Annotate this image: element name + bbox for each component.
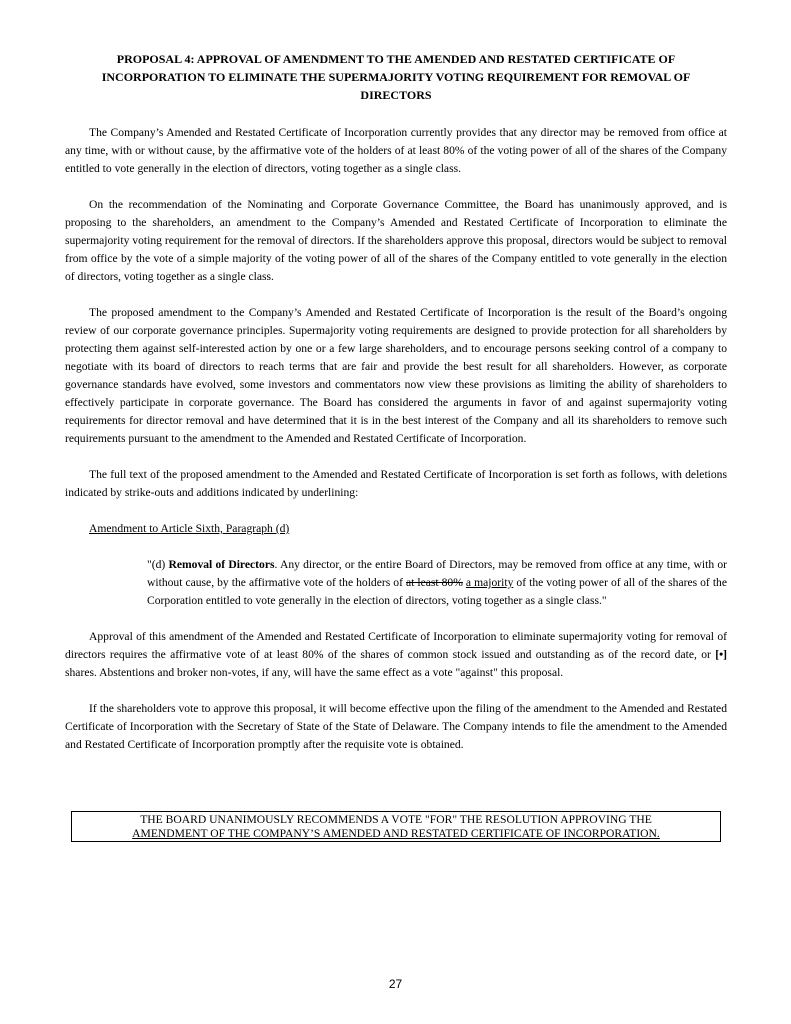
paragraph-approval-vote <box>65 628 727 682</box>
recommendation-line-1: THE BOARD UNANIMOUSLY RECOMMENDS A VOTE "FOR" THE RESOLUTION APPROVING THE <box>140 813 652 826</box>
paragraph-effective: If the shareholders vote to approve this proposal, it will become effective upon the filing of the amendment to the Amended and Restated Certificate of Incorporation with the Secretary of State of the State of Delaware. The Company intends to file the amendment to the Amended and Restated Certificate of Incorporation promptly after the requisite vote is obtained. <box>65 702 727 751</box>
paragraph-full-text-intro: The full text of the proposed amendment to the Amended and Restated Certificate of Incorporation is set forth as follows, with deletions indicated by strike-outs and additions indicated by underlining: <box>65 468 727 499</box>
recommendation-box <box>71 811 721 842</box>
proposal-title: PROPOSAL 4: APPROVAL OF AMENDMENT TO THE AMENDED AND RESTATED CERTIFICATE OF INCORPORATION TO ELIMINATE THE SUPERMAJORITY VOTING REQUIREMENT FOR REMOVAL OF DIRECTORS <box>101 52 691 102</box>
quote-prefix: "(d) <box>147 558 169 571</box>
quote-deleted-text: at least 80% <box>405 576 463 589</box>
document-body <box>65 50 727 772</box>
recommendation-line-2: AMENDMENT OF THE COMPANY’S AMENDED AND RESTATED CERTIFICATE OF INCORPORATION. <box>132 827 660 840</box>
paragraph-board-recommendation: On the recommendation of the Nominating and Corporate Governance Committee, the Board has unanimously approved, and is proposing to the shareholders, an amendment to the Company’s Amended and Restated Certificate of Incorporation to eliminate the supermajority voting requirement for the removal of directors. If the shareholders approve this proposal, directors would be subject to removal from office by the vote of a simple majority of the voting power of all of the shares of the Company entitled to vote generally in the election of directors, voting together as a single class. <box>65 198 727 283</box>
quote-added-text: a majority <box>465 576 514 589</box>
approval-text-after: shares. Abstentions and broker non-votes, if any, will have the same effect as a vote "against" this proposal. <box>65 666 564 679</box>
approval-placeholder: [•] <box>715 648 727 661</box>
quote-text-before: . Any director, or the entire Board of Directors, may be removed from office at any time, with or without cause, by the affirmative vote of the holders of <box>147 558 727 589</box>
paragraph-rationale: The proposed amendment to the Company’s Amended and Restated Certificate of Incorporation is the result of the Board’s ongoing review of our corporate governance principles. Supermajority voting requirements are designed to provide protection for all shareholders by protecting them against self-interested action by one or a few large shareholders, and to encourage persons seeking control of a company to negotiate with its board of directors to reach terms that are fair and provide the best result for all shareholders. However, as corporate governance standards have evolved, some investors and commentators now view these provisions as limiting the ability of shareholders to effectively participate in corporate governance. The Board has considered the arguments in favor of and against supermajority voting requirements for director removal and have determined that it is in the best interest of the Company and all its shareholders to remove such requirements pursuant to the amendment to the Amended and Restated Certificate of Incorporation. <box>65 306 727 445</box>
amendment-quote <box>147 556 727 610</box>
paragraph-current-provision: The Company’s Amended and Restated Certificate of Incorporation currently provides that any director may be removed from office at any time, with or without cause, by the affirmative vote of the holders of at least 80% of the voting power of all of the shares of the Company entitled to vote generally in the election of directors, voting together as a single class. <box>65 126 727 175</box>
approval-text-before: Approval of this amendment of the Amended and Restated Certificate of Incorporation to eliminate supermajority voting for removal of directors requires the affirmative vote of at least 80% of the shares of common stock issued and outstanding as of the record date, or <box>65 630 727 661</box>
quote-text-after: of the voting power of all of the shares of the Corporation entitled to vote generally in the election of directors, voting together as a single class." <box>147 576 727 607</box>
amendment-heading: Amendment to Article Sixth, Paragraph (d) <box>89 522 290 535</box>
page-number: 27 <box>388 977 403 991</box>
quote-bold-term: Removal of Directors <box>168 558 275 571</box>
